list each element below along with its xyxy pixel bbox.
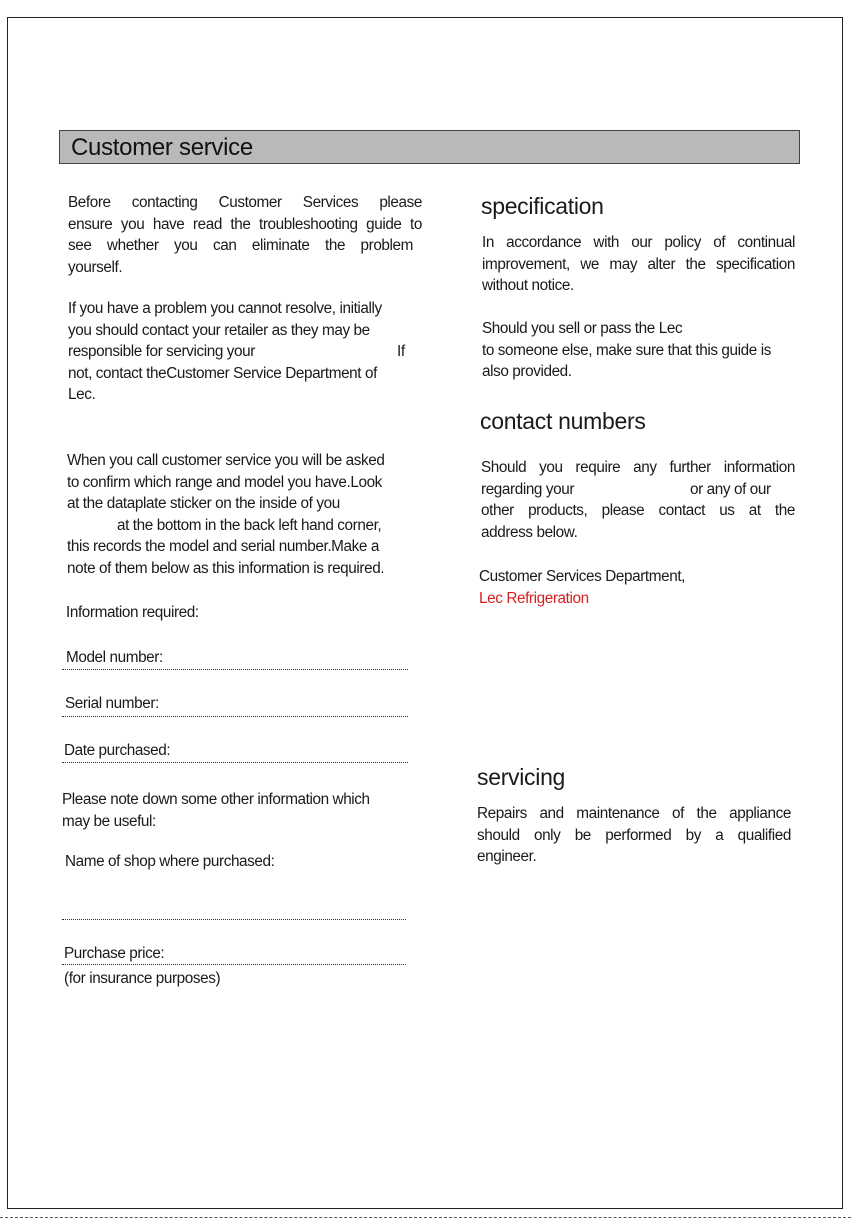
date-purchased-label: Date purchased:	[64, 742, 171, 759]
section-title: Customer service	[71, 134, 253, 161]
other-info-paragraph	[62, 789, 412, 832]
text-line: see whether you can eliminate the problem	[68, 237, 413, 254]
text-line: you should contact your retailer as they may be	[68, 321, 370, 339]
specification-paragraph	[482, 232, 795, 297]
text-line: yourself.	[68, 258, 123, 276]
text-line: improvement, we may alter the specification	[482, 255, 795, 273]
text-line: Repairs and maintenance of the appliance	[477, 805, 791, 822]
text-line: Should you require any further information	[481, 459, 795, 476]
text-line: Lec.	[68, 386, 96, 403]
servicing-heading: servicing	[477, 764, 566, 790]
text-line: regarding your or any of our	[481, 480, 771, 498]
retailer-paragraph	[68, 298, 412, 406]
purchase-price-label: Purchase price:	[64, 945, 165, 962]
shop-name-field[interactable]	[62, 919, 406, 920]
text-line: at the bottom in the back left hand corner,	[117, 516, 382, 534]
purchase-price-field[interactable]	[62, 964, 406, 965]
model-number-label: Model number:	[66, 649, 163, 666]
text-line: If you have a problem you cannot resolve, initially	[68, 300, 382, 317]
department-name: Customer Services Department,	[479, 568, 686, 585]
specification-heading: specification	[481, 193, 604, 219]
text-line: not, contact theCustomer Service Department of	[68, 364, 377, 382]
insurance-note: (for insurance purposes)	[64, 970, 221, 987]
text-line: Before contacting Customer Services please	[68, 194, 422, 211]
text-line: In accordance with our policy of continual	[482, 234, 795, 251]
text-line: address below.	[481, 523, 578, 541]
model-number-field[interactable]	[62, 669, 408, 670]
text-line: at the dataplate sticker on the inside of you	[67, 495, 340, 512]
text-line: to confirm which range and model you have.Look	[67, 473, 382, 491]
text-line: note of them below as this information is required.	[67, 559, 385, 577]
date-purchased-field[interactable]	[62, 762, 408, 763]
contact-paragraph	[481, 457, 795, 543]
servicing-paragraph	[477, 803, 791, 868]
text-line: should only be performed by a qualified	[477, 826, 791, 844]
section-header-bar	[59, 130, 800, 164]
text-line: responsible for servicing your If	[68, 343, 405, 360]
information-required-label: Information required:	[66, 604, 199, 621]
text-line: this records the model and serial number.Make a	[67, 538, 379, 555]
text-line: other products, please contact us at the	[481, 502, 795, 519]
text-line: Please note down some other information which	[62, 791, 370, 808]
shop-name-label: Name of shop where purchased:	[65, 853, 275, 870]
text-line: also provided.	[482, 363, 572, 380]
text-line: Should you sell or pass the Lec	[482, 320, 683, 337]
text-line: to someone else, make sure that this guide is	[482, 341, 771, 359]
contact-numbers-heading: contact numbers	[480, 408, 646, 434]
text-line: engineer.	[477, 848, 537, 865]
serial-number-label: Serial number:	[65, 695, 159, 712]
resale-paragraph	[482, 318, 795, 383]
call-paragraph	[67, 450, 414, 579]
company-name: Lec Refrigeration	[479, 590, 589, 607]
intro-paragraph	[68, 192, 422, 278]
serial-number-field[interactable]	[62, 716, 408, 717]
text-line: without notice.	[482, 277, 574, 294]
text-line: When you call customer service you will be asked	[67, 452, 385, 469]
page-cut-line	[0, 1217, 851, 1218]
text-line: ensure you have read the troubleshooting guide to	[68, 215, 422, 233]
text-line: may be useful:	[62, 812, 156, 830]
